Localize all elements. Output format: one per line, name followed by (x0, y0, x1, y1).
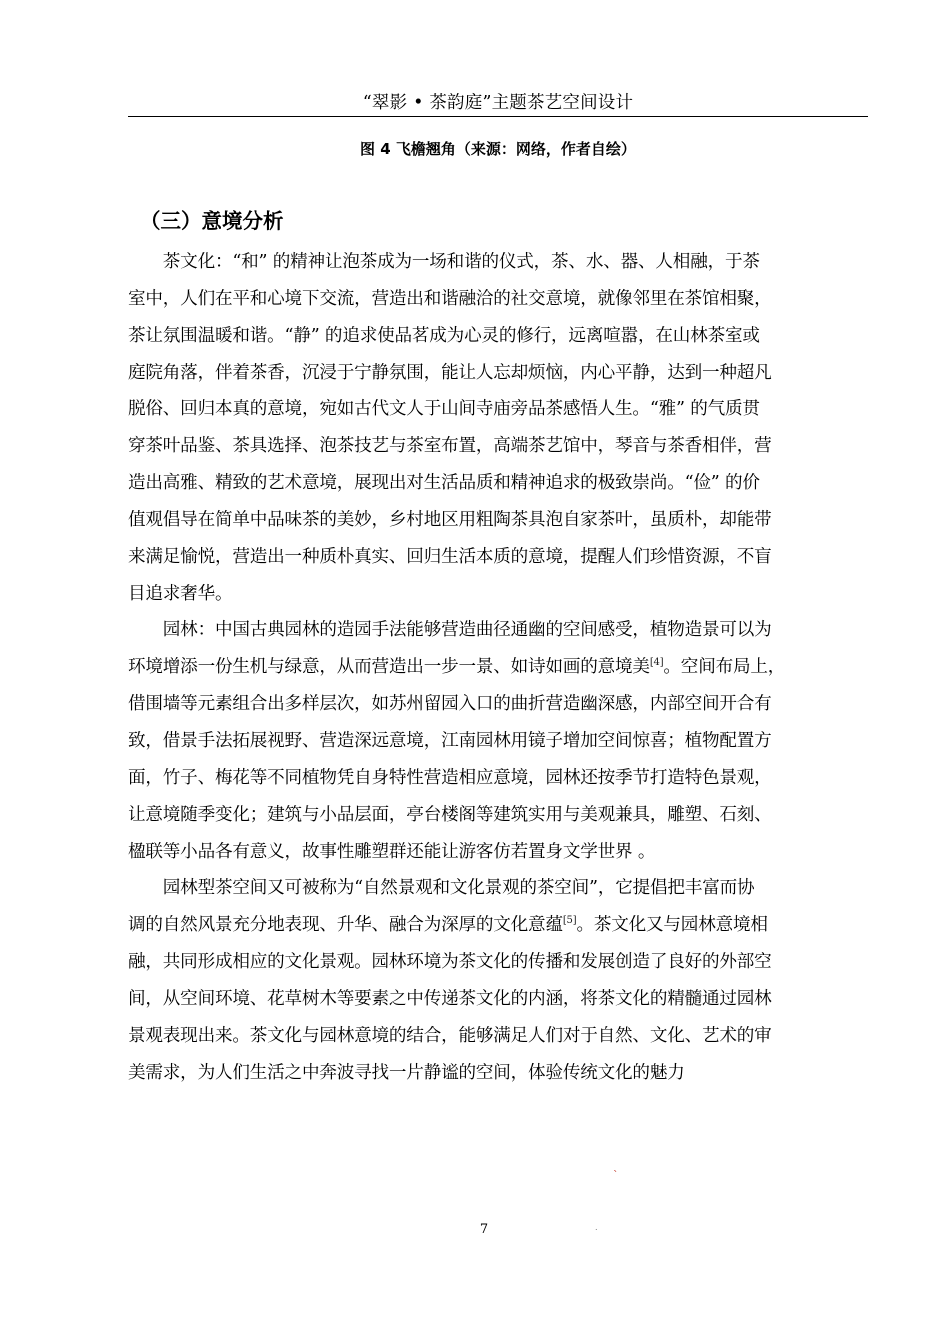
text-line-with-ref-4 (128, 649, 868, 686)
text-segment: 调的自然风景充分地表现、升华、融合为深厚的文化意蕴 (128, 915, 563, 936)
body-text (128, 244, 868, 1091)
text-line: 造出高雅、精致的艺术意境，展现出对生活品质和精神追求的极致崇尚。“俭” 的价 (128, 473, 760, 494)
page-number: 7 (479, 1222, 489, 1237)
figure-caption: 图 4 飞檐翘角（来源：网络，作者自绘） (360, 140, 636, 158)
text-line: 楹联等小品各有意义，故事性雕塑群还能让游客仿若置身文学世界 。 (128, 841, 656, 862)
section-heading: （三）意境分析 (140, 209, 284, 233)
text-line: 面，竹子、梅花等不同植物凭自身特性营造相应意境，园林还按季节打造特色景观， (128, 767, 772, 788)
text-line: 借围墙等元素组合出多样层次，如苏州留园入口的曲折营造幽深感，内部空间开合有 (128, 694, 772, 715)
text-line: 让意境随季变化；建筑与小品层面，亭台楼阁等建筑实用与美观兼具，雕塑、石刻、 (128, 804, 772, 825)
text-line: 茶让氛围温暖和谐。“静” 的追求使品茗成为心灵的修行，远离喧嚣，在山林茶室或 (128, 325, 760, 346)
text-line-with-ref-5 (128, 907, 868, 944)
header-divider (128, 116, 868, 117)
text-segment: 环境增添一份生机与绿意，从而营造出一步一景、如诗如画的意境美 (128, 657, 650, 678)
text-line: 景观表现出来。茶文化与园林意境的结合，能够满足人们对于自然、文化、艺术的审 (128, 1025, 772, 1046)
text-segment: 。茶文化又与园林意境相 (576, 915, 768, 936)
citation-ref-4[interactable]: [4] (649, 657, 664, 669)
text-line: 目追求奢华。 (128, 583, 233, 604)
text-line: 美需求，为人们生活之中奔波寻找一片静谧的空间，体验传统文化的魅力 (128, 1062, 685, 1083)
stray-mark: ` (613, 1169, 619, 1182)
text-line: 园林：中国古典园林的造园手法能够营造曲径通幽的空间感受，植物造景可以为 (128, 620, 772, 641)
text-line: 脱俗、回归本真的意境，宛如古代文人于山间寺庙旁品茶感悟人生。“雅” 的气质贯 (128, 399, 760, 420)
text-line: 致，借景手法拓展视野、营造深远意境，江南园林用镜子增加空间惊喜；植物配置方 (128, 730, 772, 751)
text-line: 室中，人们在平和心境下交流，营造出和谐融洽的社交意境，就像邻里在茶馆相聚， (128, 288, 772, 309)
text-line: 来满足愉悦，营造出一种质朴真实、回归生活本质的意境，提醒人们珍惜资源，不盲 (128, 546, 772, 567)
text-line: 园林型茶空间又可被称为“自然景观和文化景观的茶空间”，它提倡把丰富而协 (128, 878, 755, 899)
text-line: 穿茶叶品鉴、茶具选择、泡茶技艺与茶室布置，高端茶艺馆中，琴音与茶香相伴，营 (128, 436, 772, 457)
text-line: 融，共同形成相应的文化景观。园林环境为茶文化的传播和发展创造了良好的外部空 (128, 952, 772, 973)
text-line: 庭院角落，伴着茶香，沉浸于宁静氛围，能让人忘却烦恼，内心平静，达到一种超凡 (128, 362, 772, 383)
running-header-title: “翠影 • 茶韵庭”主题茶艺空间设计 (362, 93, 634, 113)
citation-ref-5[interactable]: [5] (562, 915, 577, 927)
text-line: 值观倡导在简单中品味茶的美妙，乡村地区用粗陶茶具泡自家茶叶，虽质朴，却能带 (128, 509, 772, 530)
text-segment: 。空间布局上， (663, 657, 786, 678)
stray-dot: . (595, 1223, 598, 1232)
text-line: 间，从空间环境、花草树木等要素之中传递茶文化的内涵，将茶文化的精髓通过园林 (128, 988, 772, 1009)
text-line: 茶文化：“和” 的精神让泡茶成为一场和谐的仪式，茶、水、器、人相融，于茶 (128, 252, 760, 272)
